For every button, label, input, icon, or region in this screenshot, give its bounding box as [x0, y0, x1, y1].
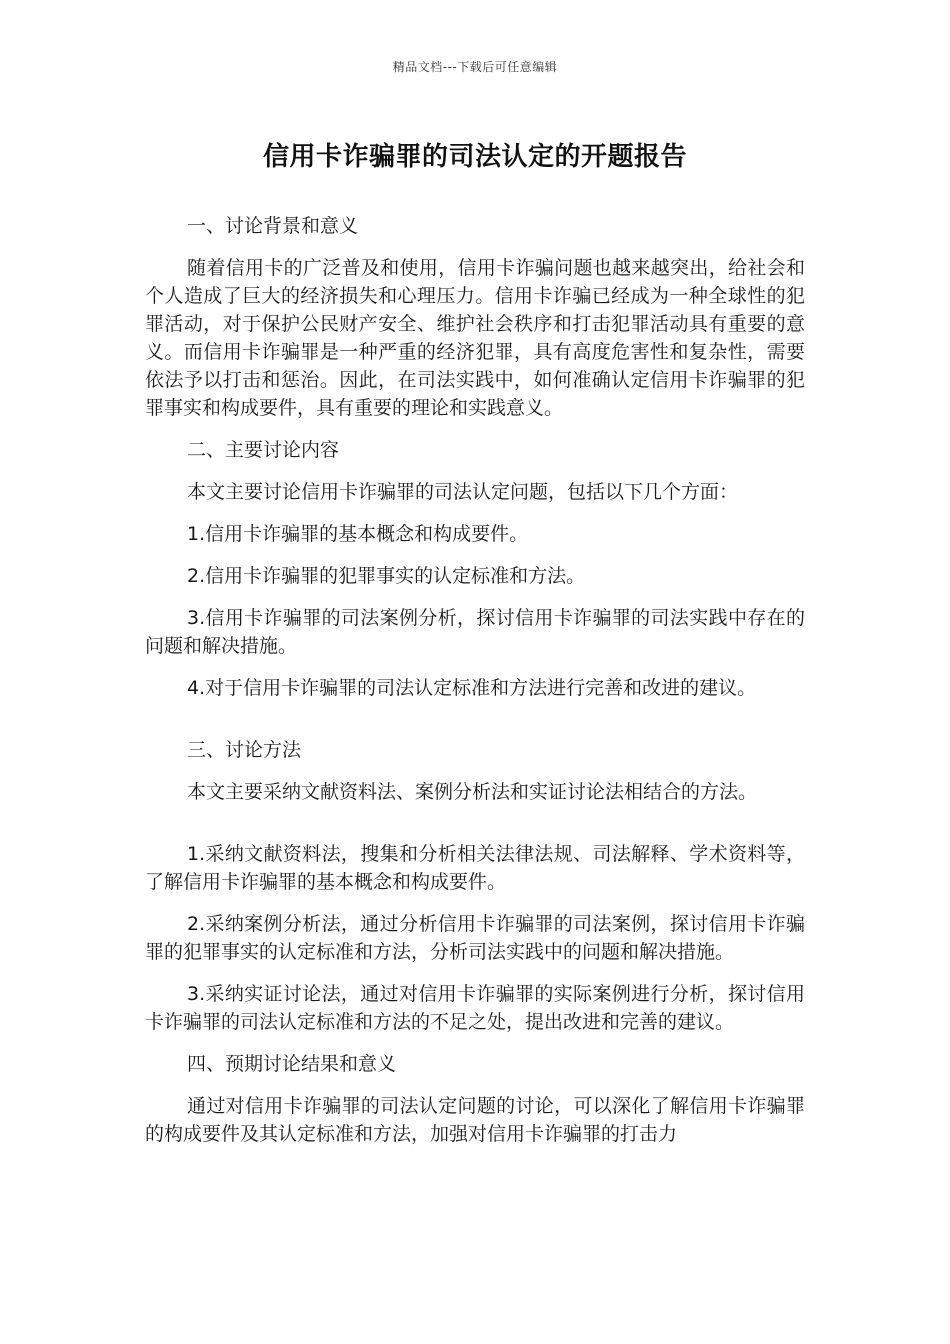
list-item: 3.信用卡诈骗罪的司法案例分析，探讨信用卡诈骗罪的司法实践中存在的问题和解决措施。	[145, 607, 805, 657]
section-heading: 一、讨论背景和意义	[187, 215, 359, 237]
section-heading: 二、主要讨论内容	[187, 439, 340, 461]
paragraph: 随着信用卡的广泛普及和使用，信用卡诈骗问题也越来越突出，给社会和个人造成了巨大的经济损失和心理压力。信用卡诈骗已经成为一种全球性的犯罪活动，对于保护公民财产安全、维护社会秩序和打击犯罪活动具有重要的意义。而信用卡诈骗罪是一种严重的经济犯罪，具有高度危害性和复杂性，需要依法予以打击和惩治。因此，在司法实践中，如何准确认定信用卡诈骗罪的犯罪事实和构成要件，具有重要的理论和实践意义。	[145, 257, 805, 419]
list-item: 4.对于信用卡诈骗罪的司法认定标准和方法进行完善和改进的建议。	[187, 677, 757, 699]
page-header: 精品文档---下载后可任意编辑	[392, 60, 558, 74]
document-title: 信用卡诈骗罪的司法认定的开题报告	[262, 142, 687, 172]
list-item: 2.信用卡诈骗罪的犯罪事实的认定标准和方法。	[187, 565, 586, 587]
paragraph: 本文主要采纳文献资料法、案例分析法和实证讨论法相结合的方法。	[187, 781, 758, 803]
document-body	[145, 212, 805, 1162]
list-item: 1.信用卡诈骗罪的基本概念和构成要件。	[187, 523, 529, 545]
paragraph: 本文主要讨论信用卡诈骗罪的司法认定问题，包括以下几个方面：	[187, 481, 739, 503]
section-heading: 三、讨论方法	[187, 739, 302, 761]
list-item: 3.采纳实证讨论法，通过对信用卡诈骗罪的实际案例进行分析，探讨信用卡诈骗罪的司法认定标准和方法的不足之处，提出改进和完善的建议。	[145, 983, 805, 1033]
list-item: 1.采纳文献资料法，搜集和分析相关法律法规、司法解释、学术资料等，了解信用卡诈骗罪的基本概念和构成要件。	[145, 843, 805, 893]
section-heading: 四、预期讨论结果和意义	[187, 1053, 397, 1075]
paragraph: 通过对信用卡诈骗罪的司法认定问题的讨论，可以深化了解信用卡诈骗罪的构成要件及其认定标准和方法，加强对信用卡诈骗罪的打击力	[145, 1095, 805, 1145]
list-item: 2.采纳案例分析法，通过分析信用卡诈骗罪的司法案例，探讨信用卡诈骗罪的犯罪事实的认定标准和方法，分析司法实践中的问题和解决措施。	[145, 913, 805, 963]
